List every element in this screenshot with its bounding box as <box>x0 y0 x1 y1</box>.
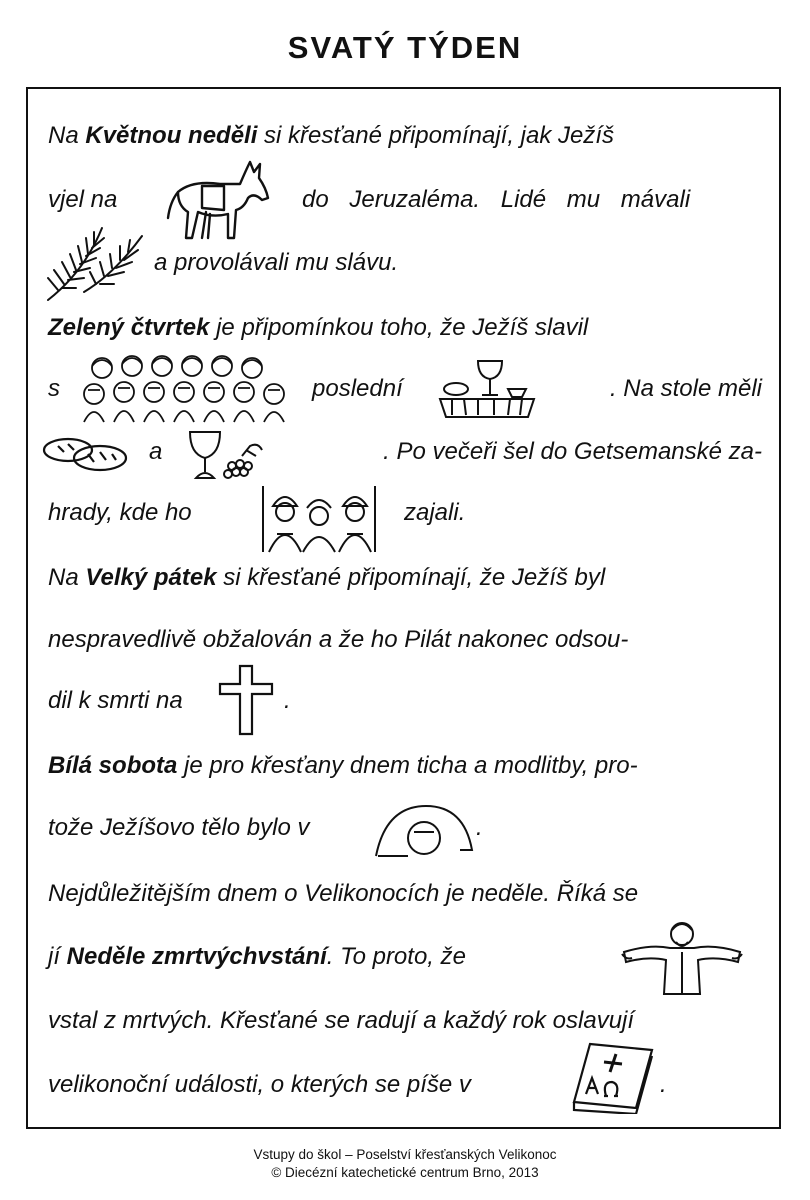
text-line-8 <box>48 563 762 593</box>
bold-term-good-friday: Velký pátek <box>85 564 217 591</box>
text: . Po večeři šel do Getsemanské za- <box>383 438 762 465</box>
text-group <box>302 185 762 215</box>
text-line-1 <box>48 121 762 151</box>
text: Na <box>48 564 86 591</box>
text: zajali. <box>404 499 466 526</box>
text-line-2 <box>48 185 762 215</box>
bread-icon <box>42 432 128 474</box>
text-line-11 <box>48 751 762 781</box>
text-line-10 <box>48 686 762 716</box>
text: si křesťané připomínají, jak Ježíš <box>257 122 615 149</box>
soldiers-icon <box>255 484 385 554</box>
donkey-icon <box>162 158 272 244</box>
text: hrady, kde ho <box>48 499 192 526</box>
tomb-icon <box>372 802 476 858</box>
bold-term-maundy-thursday: Zelený čtvrtek <box>48 314 210 341</box>
text-line-9 <box>48 625 762 655</box>
text: . <box>284 687 291 714</box>
text: vjel na <box>48 186 118 213</box>
risen-jesus-icon <box>620 916 744 996</box>
text: velikonoční události, o kterých se píše v <box>48 1071 471 1098</box>
footer-line-1: Vstupy do škol – Poselství křesťanských Velikonoc <box>253 1147 557 1162</box>
bold-term-palm-sunday: Květnou neděli <box>85 122 258 149</box>
text-line-13 <box>48 879 762 909</box>
bold-term-easter-sunday: Neděle zmrtvýchvstání <box>66 943 327 970</box>
text: do Jeruzaléma. Lidé mu mávali <box>302 186 691 213</box>
text: si křesťané připomínají, že Ježíš byl <box>216 564 606 591</box>
palm-branch-icon <box>44 222 148 304</box>
bible-icon <box>570 1042 656 1114</box>
text: . Na stole měli <box>609 375 762 402</box>
page-title: SVATÝ TÝDEN <box>287 30 523 65</box>
last-supper-table-icon <box>438 355 536 421</box>
text-line-3: a provolávali mu slávu. <box>154 249 399 276</box>
text: vstal z mrtvých. Křesťané se radují a každý rok oslavují <box>48 1007 635 1034</box>
text: s <box>48 375 60 402</box>
text: je připomínkou toho, že Ježíš slavil <box>209 314 589 341</box>
text: a <box>149 438 163 465</box>
cross-icon <box>218 664 274 736</box>
chalice-grapes-icon <box>186 428 266 484</box>
text: Na <box>48 122 86 149</box>
text: nespravedlivě obžalován a že ho Pilát nakonec odsou- <box>48 626 629 653</box>
footer-line-2: © Diecézní katechetické centrum Brno, 2013 <box>271 1165 539 1180</box>
text: tože Ježíšovo tělo bylo v <box>48 814 310 841</box>
text-line-15 <box>48 1006 762 1036</box>
text: je pro křesťany dnem ticha a modlitby, pro- <box>177 752 638 779</box>
text-line-7 <box>48 498 762 528</box>
text: . To proto, že <box>326 943 466 970</box>
text: poslední <box>312 375 403 402</box>
bold-term-holy-saturday: Bílá sobota <box>48 752 178 779</box>
text-line-4 <box>48 313 762 343</box>
text: Nejdůležitějším dnem o Velikonocích je neděle. Říká se <box>48 880 639 907</box>
text: jí <box>48 943 67 970</box>
text: dil k smrti na <box>48 687 183 714</box>
text: . <box>476 814 483 841</box>
text: . <box>660 1071 667 1098</box>
apostles-icon <box>80 352 290 424</box>
